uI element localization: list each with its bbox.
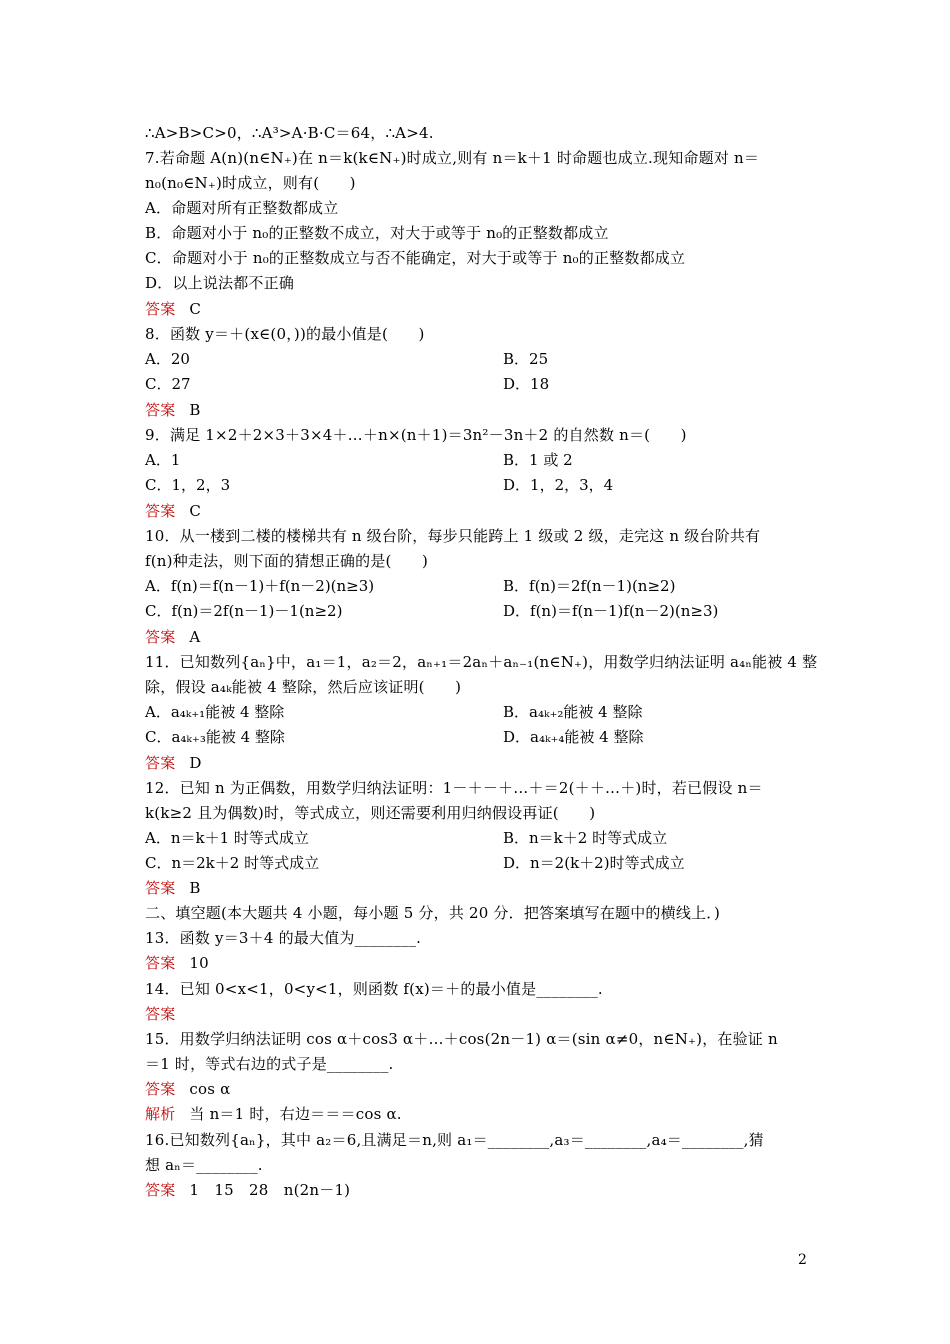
- answer-value: cos α: [189, 1080, 231, 1098]
- answer-value: B: [189, 879, 201, 897]
- text-line-q7A: A．命题对所有正整数都成立: [145, 199, 339, 217]
- text-line-q12a: 12．已知 n 为正偶数，用数学归纳法证明：1－＋－＋…＋＝2(＋＋…＋)时，若已假设 n＝: [145, 779, 763, 797]
- answer-line-a7: [145, 299, 201, 319]
- text-line-q7B: B．命题对小于 n₀的正整数不成立，对大于或等于 n₀的正整数都成立: [145, 224, 609, 242]
- option-right-o9a: B．1 或 2: [503, 451, 573, 469]
- text-line-q14: 14．已知 0<x<1，0<y<1，则函数 f(x)＝＋的最小值是________.: [145, 980, 603, 998]
- answer-label: 答案: [145, 754, 176, 772]
- answer-line-a15: [145, 1079, 230, 1099]
- text-line-q13: 13．函数 y＝3＋4 的最大值为________.: [145, 929, 422, 947]
- answer-value: A: [189, 628, 201, 646]
- text-line-q12b: k(k≥2 且为偶数)时，等式成立，则还需要利用归纳假设再证( ): [145, 804, 596, 822]
- option-right-o11a: B．a₄ₖ₊₂能被 4 整除: [503, 703, 643, 721]
- answer-line-a10: [145, 627, 200, 647]
- answer-label: 答案: [145, 1181, 176, 1199]
- option-left-o11b: C．a₄ₖ₊₃能被 4 整除: [145, 728, 285, 746]
- text-line-q7C: C．命题对小于 n₀的正整数成立与否不能确定，对大于或等于 n₀的正整数都成立: [145, 249, 686, 267]
- text-line-q16b: 想 aₙ＝________.: [145, 1156, 263, 1174]
- answer-line-a12: [145, 878, 201, 898]
- option-right-o9b: D．1，2，3，4: [503, 476, 614, 494]
- answer-value: 1 15 28 n(2n－1): [189, 1181, 351, 1199]
- answer-label: 解析: [145, 1105, 176, 1123]
- text-line-q10a: 10．从一楼到二楼的楼梯共有 n 级台阶，每步只能跨上 1 级或 2 级，走完这 n 级台阶共有: [145, 527, 761, 545]
- option-right-o10b: D．f(n)＝f(n－1)f(n－2)(n≥3): [503, 602, 719, 620]
- text-line-q15a: 15．用数学归纳法证明 cos α＋cos3 α＋…＋cos(2n－1) α＝(sin α≠0，n∈N₊)，在验证 n: [145, 1030, 778, 1048]
- text-line-l1: ∴A>B>C>0，∴A³>A·B·C＝64，∴A>4.: [145, 124, 434, 142]
- text-line-q7D: D．以上说法都不正确: [145, 274, 295, 292]
- option-right-o12a: B．n＝k＋2 时等式成立: [503, 829, 668, 847]
- answer-line-j15: [145, 1104, 402, 1124]
- answer-label: 答案: [145, 879, 176, 897]
- text-line-q11a: 11．已知数列{aₙ}中，a₁＝1，a₂＝2，aₙ₊₁＝2aₙ＋aₙ₋₁(n∈N₊)，用数学归纳法证明 a₄ₙ能被 4 整: [145, 653, 818, 671]
- answer-label: 答案: [145, 1080, 176, 1098]
- option-left-o12b: C．n＝2k＋2 时等式成立: [145, 854, 320, 872]
- option-left-o8a: A．20: [145, 350, 190, 368]
- option-left-o9a: A．1: [145, 451, 181, 469]
- answer-value: 10: [189, 954, 209, 972]
- answer-value: D: [189, 754, 202, 772]
- option-left-o11a: A．a₄ₖ₊₁能被 4 整除: [145, 703, 285, 721]
- text-line-q16a: 16.已知数列{aₙ}，其中 a₂＝6,且满足＝n,则 a₁＝________,a₃＝________,a₄＝________,猜: [145, 1131, 764, 1149]
- answer-line-a14: [145, 1004, 189, 1024]
- option-right-o11b: D．a₄ₖ₊₄能被 4 整除: [503, 728, 644, 746]
- answer-label: 答案: [145, 954, 176, 972]
- option-left-o10a: A．f(n)＝f(n－1)＋f(n－2)(n≥3): [145, 577, 375, 595]
- option-left-o9b: C．1，2，3: [145, 476, 231, 494]
- answer-value: B: [189, 401, 201, 419]
- answer-label: 答案: [145, 502, 176, 520]
- answer-value: C: [189, 300, 202, 318]
- text-line-q11b: 除，假设 a₄ₖ能被 4 整除，然后应该证明( ): [145, 678, 462, 696]
- option-right-o10a: B．f(n)＝2f(n－1)(n≥2): [503, 577, 676, 595]
- answer-label: 答案: [145, 300, 176, 318]
- option-right-o8a: B．25: [503, 350, 549, 368]
- option-right-o8b: D．18: [503, 375, 550, 393]
- option-right-o12b: D．n＝2(k＋2)时等式成立: [503, 854, 685, 872]
- answer-line-a13: [145, 953, 209, 973]
- answer-line-a8: [145, 400, 201, 420]
- answer-line-a16: [145, 1180, 350, 1200]
- text-line-q9: 9．满足 1×2＋2×3＋3×4＋…＋n×(n＋1)＝3n²－3n＋2 的自然数 n＝( ): [145, 426, 687, 444]
- answer-value: C: [189, 502, 202, 520]
- option-left-o8b: C．27: [145, 375, 191, 393]
- option-left-o10b: C．f(n)＝2f(n－1)－1(n≥2): [145, 602, 343, 620]
- answer-line-a9: [145, 501, 201, 521]
- answer-value: 当 n＝1 时，右边＝＝＝cos α.: [189, 1105, 402, 1123]
- text-line-sec2: 二、填空题(本大题共 4 小题，每小题 5 分，共 20 分．把答案填写在题中的横线上．): [145, 904, 720, 922]
- text-line-q7a: 7.若命题 A(n)(n∈N₊)在 n＝k(k∈N₊)时成立,则有 n＝k＋1 时命题也成立.现知命题对 n＝: [145, 149, 760, 167]
- answer-label: 答案: [145, 1005, 176, 1023]
- text-line-q8: 8．函数 y＝＋(x∈(0，))的最小值是( ): [145, 325, 425, 343]
- option-left-o12a: A．n＝k＋1 时等式成立: [145, 829, 309, 847]
- answer-label: 答案: [145, 401, 176, 419]
- text-line-q15b: ＝1 时，等式右边的式子是________.: [145, 1055, 394, 1073]
- text-line-q10b: f(n)种走法，则下面的猜想正确的是( ): [145, 552, 429, 570]
- text-line-q7b: n₀(n₀∈N₊)时成立，则有( ): [145, 174, 356, 192]
- answer-line-a11: [145, 753, 202, 773]
- page-number: 2: [798, 1252, 807, 1268]
- answer-label: 答案: [145, 628, 176, 646]
